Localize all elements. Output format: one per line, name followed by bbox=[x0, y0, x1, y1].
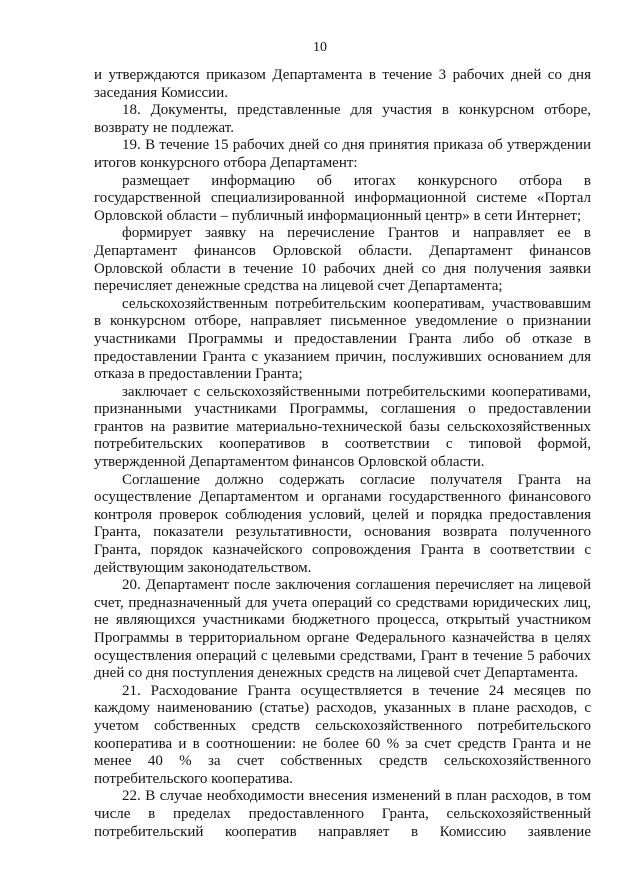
paragraph: заключает с сельскохозяйственными потребительскими кооперативами, признанными участниками Программы, соглашения о предоставлении грантов на развитие материально-технической базы сельскохозяйственных потребительских кооперативов в соответствии с типовой формой, утвержденной Департаментом финансов Орловской области. bbox=[94, 383, 591, 471]
paragraph: размещает информацию об итогах конкурсного отбора в государственной специализированной информационной системе «Портал Орловской области – публичный информационный центр» в сети Интернет; bbox=[94, 172, 591, 224]
document-body bbox=[94, 67, 591, 841]
paragraph: 18. Документы, представленные для участия в конкурсном отборе, возврату не подлежат. bbox=[94, 102, 591, 136]
page-number: 10 bbox=[313, 40, 327, 55]
paragraph: 20. Департамент после заключения соглашения перечисляет на лицевой счет, предназначенный для учета операций со средствами юридических лиц, не являющихся участниками бюджетного процесса, открытый участником Программы в территориальном органе Федерального казначейства в целях осуществления операций с целевыми средствами, Грант в течение 5 рабочих дней со дня поступления денежных средств на лицевой счет Департамента. bbox=[94, 577, 591, 682]
paragraph: 21. Расходование Гранта осуществляется в течение 24 месяцев по каждому наименованию (статье) расходов, указанных в плане расходов, с учетом собственных средств сельскохозяйственного потребительского кооператива и в соотношении: не более 60 % за счет средств Гранта и не менее 40 % за счет собственных средств сельскохозяйственного потребительского кооператива. bbox=[94, 682, 591, 787]
paragraph: и утверждаются приказом Департамента в течение 3 рабочих дней со дня заседания Комиссии. bbox=[94, 67, 591, 101]
paragraph: 22. В случае необходимости внесения изменений в план расходов, в том числе в пределах предоставленного Гранта, сельскохозяйственный потребительский кооператив направляет в Комиссию заявление bbox=[94, 788, 591, 840]
paragraph: сельскохозяйственным потребительским кооперативам, участвовавшим в конкурсном отборе, направляет письменное уведомление о признании участниками Программы и предоставлении Гранта либо об отказе в предоставлении Гранта с указанием причин, послуживших основанием для отказа в предоставлении Гранта; bbox=[94, 295, 591, 383]
paragraph: 19. В течение 15 рабочих дней со дня принятия приказа об утверждении итогов конкурсного отбора Департамент: bbox=[94, 137, 591, 171]
paragraph: формирует заявку на перечисление Грантов и направляет ее в Департамент финансов Орловской области. Департамент финансов Орловской области в течение 10 рабочих дней со дня получения заявки перечисляет денежные средства на лицевой счет Департамента; bbox=[94, 225, 591, 295]
paragraph: Соглашение должно содержать согласие получателя Гранта на осуществление Департаментом и органами государственного финансового контроля проверок соблюдения условий, целей и порядка предоставления Гранта, показатели результативности, основания возврата полученного Гранта, порядок казначейского сопровождения Гранта в соответствии с действующим законодательством. bbox=[94, 471, 591, 576]
